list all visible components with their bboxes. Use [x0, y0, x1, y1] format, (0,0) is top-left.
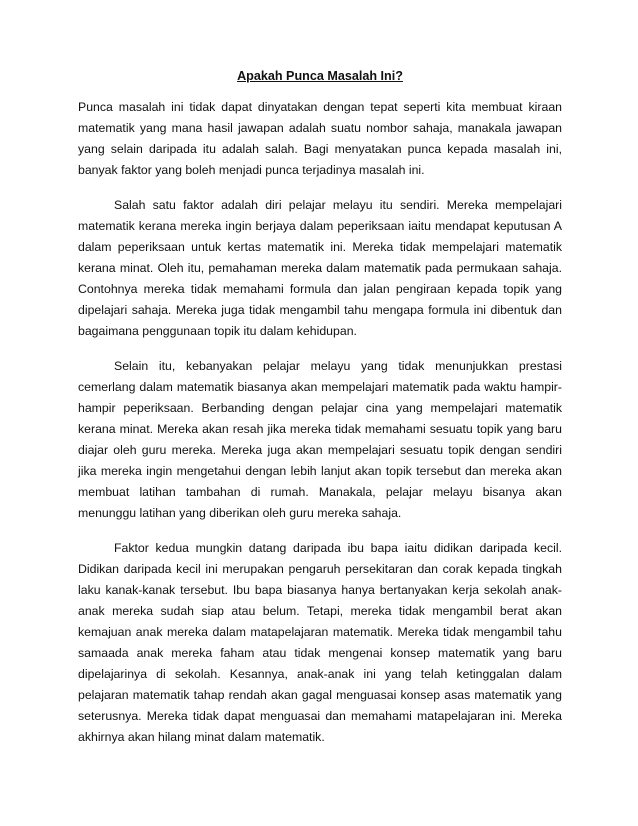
paragraph-1: Punca masalah ini tidak dapat dinyatakan dengan tepat seperti kita membuat kiraan matematik yang mana hasil jawapan adalah suatu nombor sahaja, manakala jawapan yang selain daripada itu adalah salah. Bagi menyatakan punca kepada masalah ini, banyak faktor yang boleh menjadi punca terjadinya masalah ini.	[78, 100, 562, 177]
paragraph-3: Selain itu, kebanyakan pelajar melayu yang tidak menunjukkan prestasi cemerlang dalam matematik biasanya akan mempelajari matematik pada waktu hampir-hampir peperiksaan. Berbanding dengan pelajar cina yang mempelajari matematik kerana minat. Mereka akan resah jika mereka tidak memahami sesuatu topik yang baru diajar oleh guru mereka. Mereka juga akan mempelajari sesuatu topik dengan sendiri jika mereka ingin mengetahui dengan lebih lanjut akan topik tersebut dan mereka akan membuat latihan tambahan di rumah. Manakala, pelajar melayu bisanya akan menunggu latihan yang diberikan oleh guru mereka sahaja.	[78, 359, 562, 520]
paragraph-2: Salah satu faktor adalah diri pelajar melayu itu sendiri. Mereka mempelajari matematik kerana mereka ingin berjaya dalam peperiksaan iaitu mendapat keputusan A dalam peperiksaan untuk kertas matematik ini. Mereka tidak mempelajari matematik kerana minat. Oleh itu, pemahaman mereka dalam matematik pada permukaan sahaja. Contohnya mereka tidak memahami formula dan jalan pengiraan kepada topik yang dipelajari sahaja. Mereka juga tidak mengambil tahu mengapa formula ini dibentuk dan bagaimana penggunaan topik itu dalam kehidupan.	[78, 198, 562, 338]
document-title: Apakah Punca Masalah Ini?	[237, 69, 403, 83]
document-page	[78, 66, 562, 762]
paragraph-4: Faktor kedua mungkin datang daripada ibu bapa iaitu didikan daripada kecil. Didikan daripada kecil ini merupakan pengaruh persekitaran dan corak kepada tingkah laku kanak-kanak tersebut. Ibu bapa biasanya hanya bertanyakan kerja sekolah anak-anak mereka sudah siap atau belum. Tetapi, mereka tidak mengambil berat akan kemajuan anak mereka dalam matapelajaran matematik. Mereka tidak mengambil tahu samaada anak mereka faham atau tidak mengenai konsep matematik yang baru dipelajarinya di sekolah. Kesannya, anak-anak ini yang telah ketinggalan dalam pelajaran matematik tahap rendah akan gagal menguasai konsep asas matematik yang seterusnya. Mereka tidak dapat menguasai dan memahami matapelajaran ini. Mereka akhirnya akan hilang minat dalam matematik.	[78, 541, 562, 744]
